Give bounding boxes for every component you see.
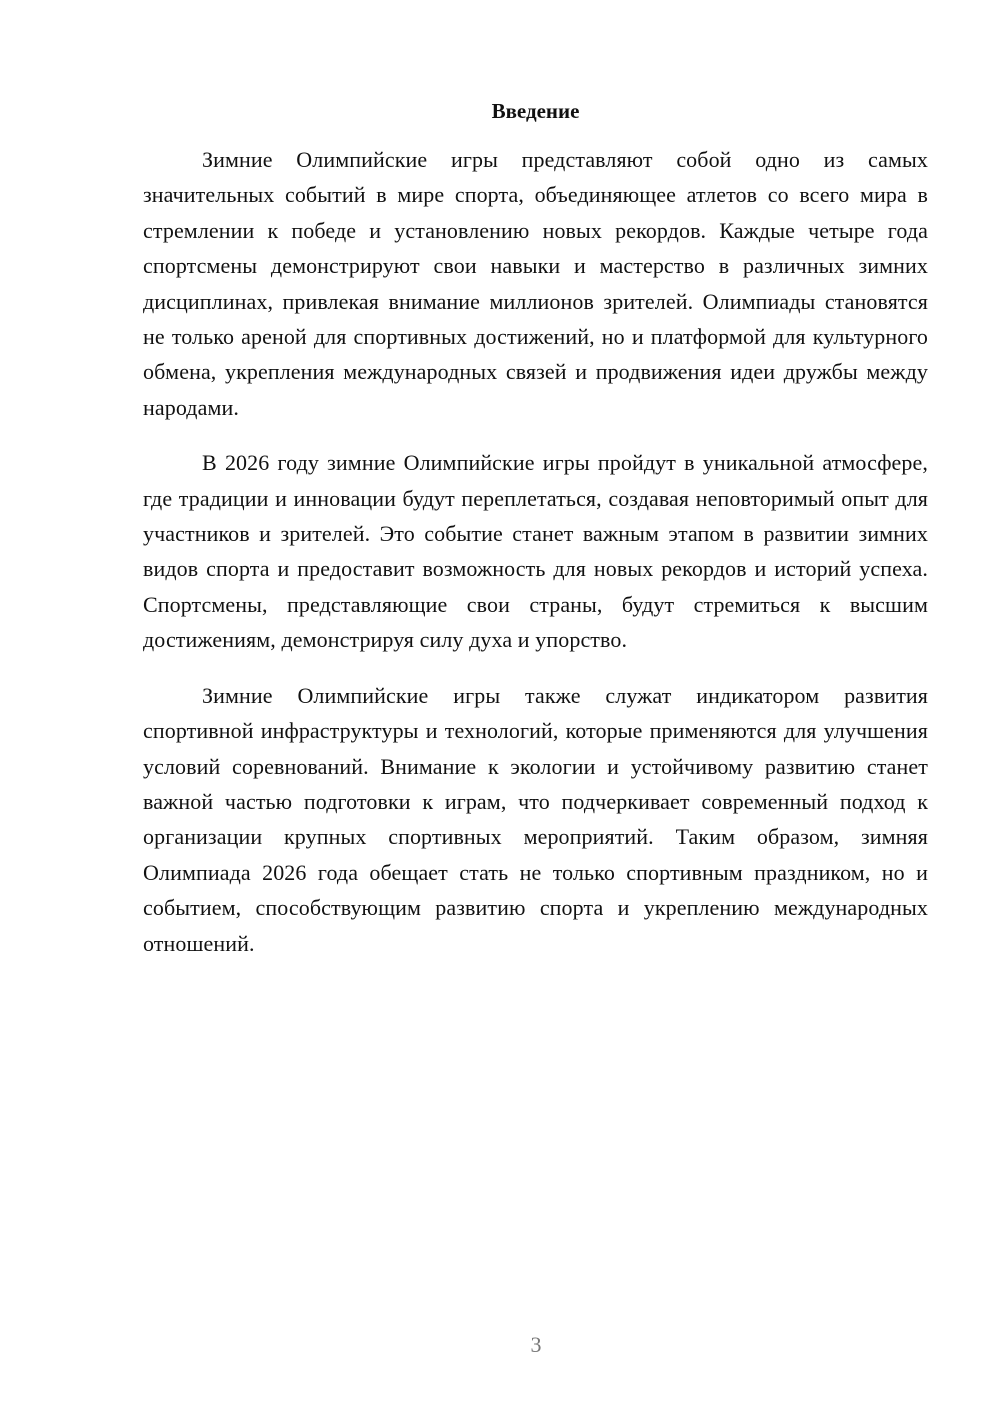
page-number: 3 — [530, 1332, 542, 1357]
section-title: Введение — [491, 99, 580, 123]
paragraph-1: Зимние Олимпийские игры представляют собой одно из самых значительных событий в мире спорта, объединяющее атлетов со всего мира в стремлении к победе и установлению новых рекордов. Каждые четыре года спортсмены демонстрируют свои навыки и мастерство в различных зимних дисциплинах, привлекая внимание миллионов зрителей. Олимпиады становятся не только ареной для спортивных достижений, но и платформой для культурного обмена, укрепления международных связей и продвижения идеи дружбы между народами. — [143, 147, 928, 420]
paragraph-3: Зимние Олимпийские игры также служат индикатором развития спортивной инфраструктуры и технологий, которые применяются для улучшения условий соревнований. Внимание к экологии и устойчивому развитию станет важной частью подготовки к играм, что подчеркивает современный подход к организации крупных спортивных мероприятий. Таким образом, зимняя Олимпиада 2026 года обещает стать не только спортивным праздником, но и событием, способствующим развитию спорта и укреплению международных отношений. — [143, 682, 928, 956]
paragraph-2: В 2026 году зимние Олимпийские игры пройдут в уникальной атмосфере, где традиции и инновации будут переплетаться, создавая неповторимый опыт для участников и зрителей. Это событие станет важным этапом в развитии зимних видов спорта и предоставит возможность для новых рекордов и историй успеха. Спортсмены, представляющие свои страны, будут стремиться к высшим достижениям, демонстрируя силу духа и упорство. — [143, 450, 928, 653]
page-body — [143, 94, 928, 981]
